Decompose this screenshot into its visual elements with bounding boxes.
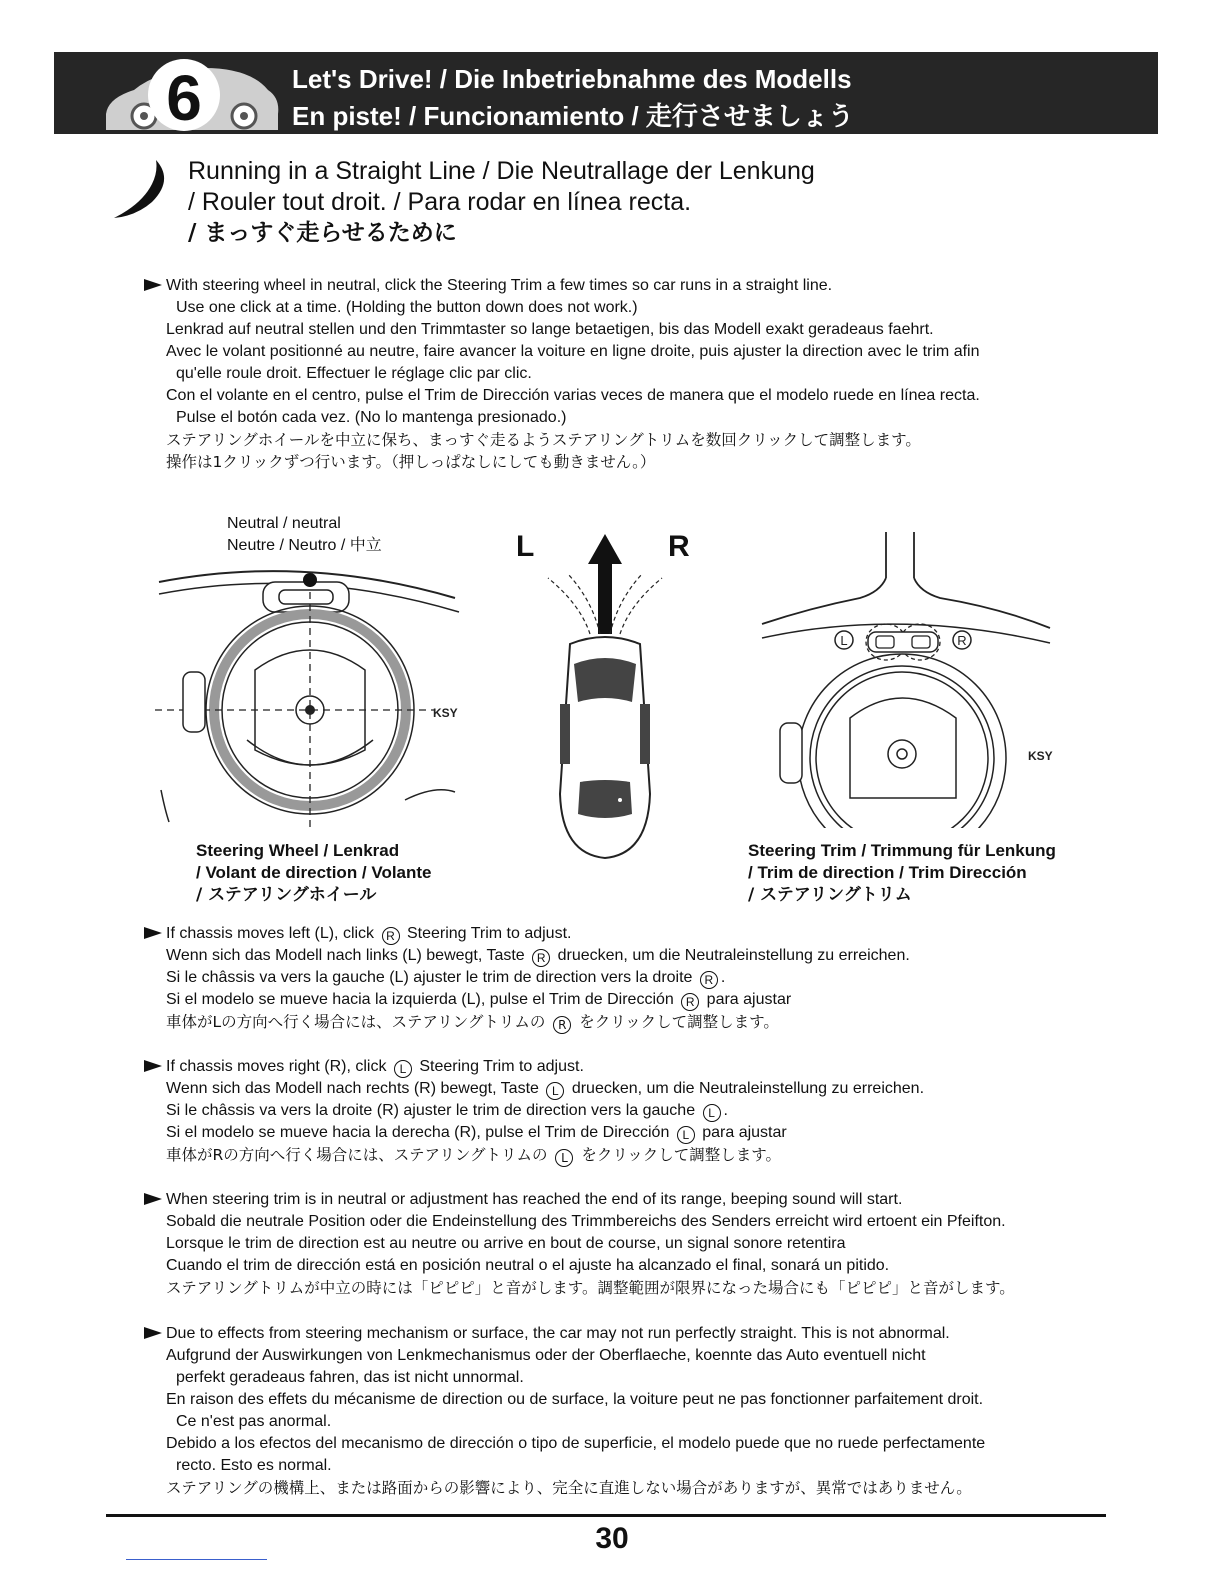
intro-line: Avec le volant positionné au neutre, faire avancer la voiture en ligne droite, puis ajuster la direction avec le trim afin bbox=[166, 343, 980, 360]
r-button-symbol: R bbox=[681, 993, 699, 1011]
bullet-arrow-icon bbox=[144, 927, 162, 939]
r-button-symbol: R bbox=[382, 927, 400, 945]
l-button-symbol: L bbox=[394, 1060, 412, 1078]
effects-block: Due to effects from steering mechanism or surface, the car may not run perfectly straight. This is not abnormal. Aufgrund der Auswirkungen von Lenkmechanismus oder der Oberflaeche, koennte das Auto eventuell nicht perfekt geradeaus fahren, das ist nicht unnormal. En raison des effets du mécanisme de direction ou de surface, la voiture peut ne pas fonctionner parfaitement droit. Ce n'est pas anormal. Debido a los efectos del mecanismo de dirección o tipo de superficie, el modelo puede que no ruede perfectamente recto. Esto es normal. ステアリングの機構上、または路面からの影響により、完全に直進しない場合がありますが、異常ではありません。 bbox=[144, 1323, 985, 1499]
intro-line: With steering wheel in neutral, click the Steering Trim a few times so car runs in a straight line. bbox=[166, 277, 833, 294]
trim-right-label: R bbox=[957, 633, 967, 648]
section-header-banner bbox=[54, 52, 1158, 134]
intro-block bbox=[144, 275, 980, 473]
header-title-line2: En piste! / Funcionamiento / 走行させましょう bbox=[292, 101, 854, 131]
brand-logo: KSY bbox=[433, 706, 458, 720]
bullet-arrow-icon bbox=[144, 1193, 162, 1205]
left-direction-letter: L bbox=[516, 530, 535, 563]
header-title-line1: Let's Drive! / Die Inbetriebnahme des Modells bbox=[292, 64, 852, 94]
footnote-rule bbox=[126, 1559, 267, 1560]
moves-left-block: If chassis moves left (L), click R Steering Trim to adjust. Wenn sich das Modell nach links (L) bewegt, Taste R druecken, um die Neutraleinstellung zu erreichen. Si le châssis va vers la gauche (L) ajuster le trim de direction vers la droite R . Si el modelo se mueve hacia la izquierda (L), pulse el Trim de Dirección R para ajustar 車体がLの方向へ行く場合には、ステアリングトリムの R をクリックして調整します。 bbox=[144, 923, 910, 1034]
l-button-symbol: L bbox=[677, 1126, 695, 1144]
bullet-arrow-icon bbox=[144, 279, 162, 291]
intro-line: ステアリングホイールを中立に保ち、まっすぐ走るようステアリングトリムを数回クリックして調整します。 bbox=[166, 431, 921, 449]
intro-line: Pulse el botón cada vez. (No lo mantenga presionado.) bbox=[176, 409, 567, 426]
footer-rule bbox=[106, 1514, 1106, 1517]
l-button-symbol: L bbox=[555, 1149, 573, 1167]
moves-right-block: If chassis moves right (R), click L Steering Trim to adjust. Wenn sich das Modell nach rechts (R) bewegt, Taste L druecken, um die Neutraleinstellung zu erreichen. Si le châssis va vers la droite (R) ajuster le trim de direction vers la gauche L . Si el modelo se mueve hacia la derecha (R), pulse el Trim de Dirección L para ajustar 車体がRの方向へ行く場合には、ステアリングトリムの L をクリックして調整します。 bbox=[144, 1056, 924, 1167]
intro-line: Lenkrad auf neutral stellen und den Trimmtaster so lange betaetigen, bis das Modell exakt geradeaus faehrt. bbox=[166, 321, 934, 338]
section-title bbox=[188, 156, 815, 249]
steering-trim-caption: Steering Trim / Trimmung für Lenkung / Trim de direction / Trim Dirección / ステアリングトリム bbox=[748, 841, 1056, 905]
neutral-label: Neutral / neutral Neutre / Neutro / 中立 bbox=[227, 515, 382, 554]
bullet-arrow-icon bbox=[144, 1327, 162, 1339]
car-top-view-illustration bbox=[530, 534, 690, 864]
r-button-symbol: R bbox=[532, 949, 550, 967]
intro-line: Use one click at a time. (Holding the button down does not work.) bbox=[176, 299, 638, 316]
steering-trim-illustration bbox=[760, 528, 1060, 828]
car-badge-icon bbox=[54, 52, 282, 134]
l-button-symbol: L bbox=[546, 1082, 564, 1100]
section-title-line1: Running in a Straight Line / Die Neutrallage der Lenkung bbox=[188, 157, 815, 185]
section-title-line2: / Rouler tout droit. / Para rodar en línea recta. bbox=[188, 188, 692, 216]
swoosh-icon bbox=[112, 158, 176, 220]
r-button-symbol: R bbox=[700, 971, 718, 989]
step-number: 6 bbox=[166, 62, 202, 134]
intro-line: Con el volante en el centro, pulse el Trim de Dirección varias veces de manera que el modelo ruede en línea recta. bbox=[166, 387, 980, 404]
r-button-symbol: R bbox=[553, 1016, 571, 1034]
bullet-arrow-icon bbox=[144, 1060, 162, 1072]
brand-logo: KSY bbox=[1028, 749, 1053, 763]
beep-block: When steering trim is in neutral or adjustment has reached the end of its range, beeping sound will start. Sobald die neutrale Position oder die Endeinstellung des Trimmbereichs des Senders erreicht wird ertoent ein Pfeifton. Lorsque le trim de direction est au neutre ou arrive en bout de course, un signal sonore retentira Cuando el trim de dirección está en posición neutral o el ajuste ha alcanzado el final, sonará un pitido. ステアリングトリムが中立の時には「ピピピ」と音がします。調整範囲が限界になった場合にも「ピピピ」と音がします。 bbox=[144, 1189, 1015, 1299]
steering-wheel-illustration bbox=[155, 560, 465, 830]
intro-line: 操作は1クリックずつ行います。（押しっぱなしにしても動きません。） bbox=[166, 453, 656, 471]
right-direction-letter: R bbox=[668, 530, 690, 563]
steering-wheel-caption: Steering Wheel / Lenkrad / Volant de direction / Volante / ステアリングホイール bbox=[196, 841, 432, 905]
trim-left-label: L bbox=[840, 633, 848, 648]
intro-line: qu'elle roule droit. Effectuer le réglage clic par clic. bbox=[176, 365, 532, 382]
section-title-line3: / まっすぐ走らせるために bbox=[188, 220, 457, 246]
page-number: 30 bbox=[595, 1522, 629, 1555]
l-button-symbol: L bbox=[703, 1104, 721, 1122]
